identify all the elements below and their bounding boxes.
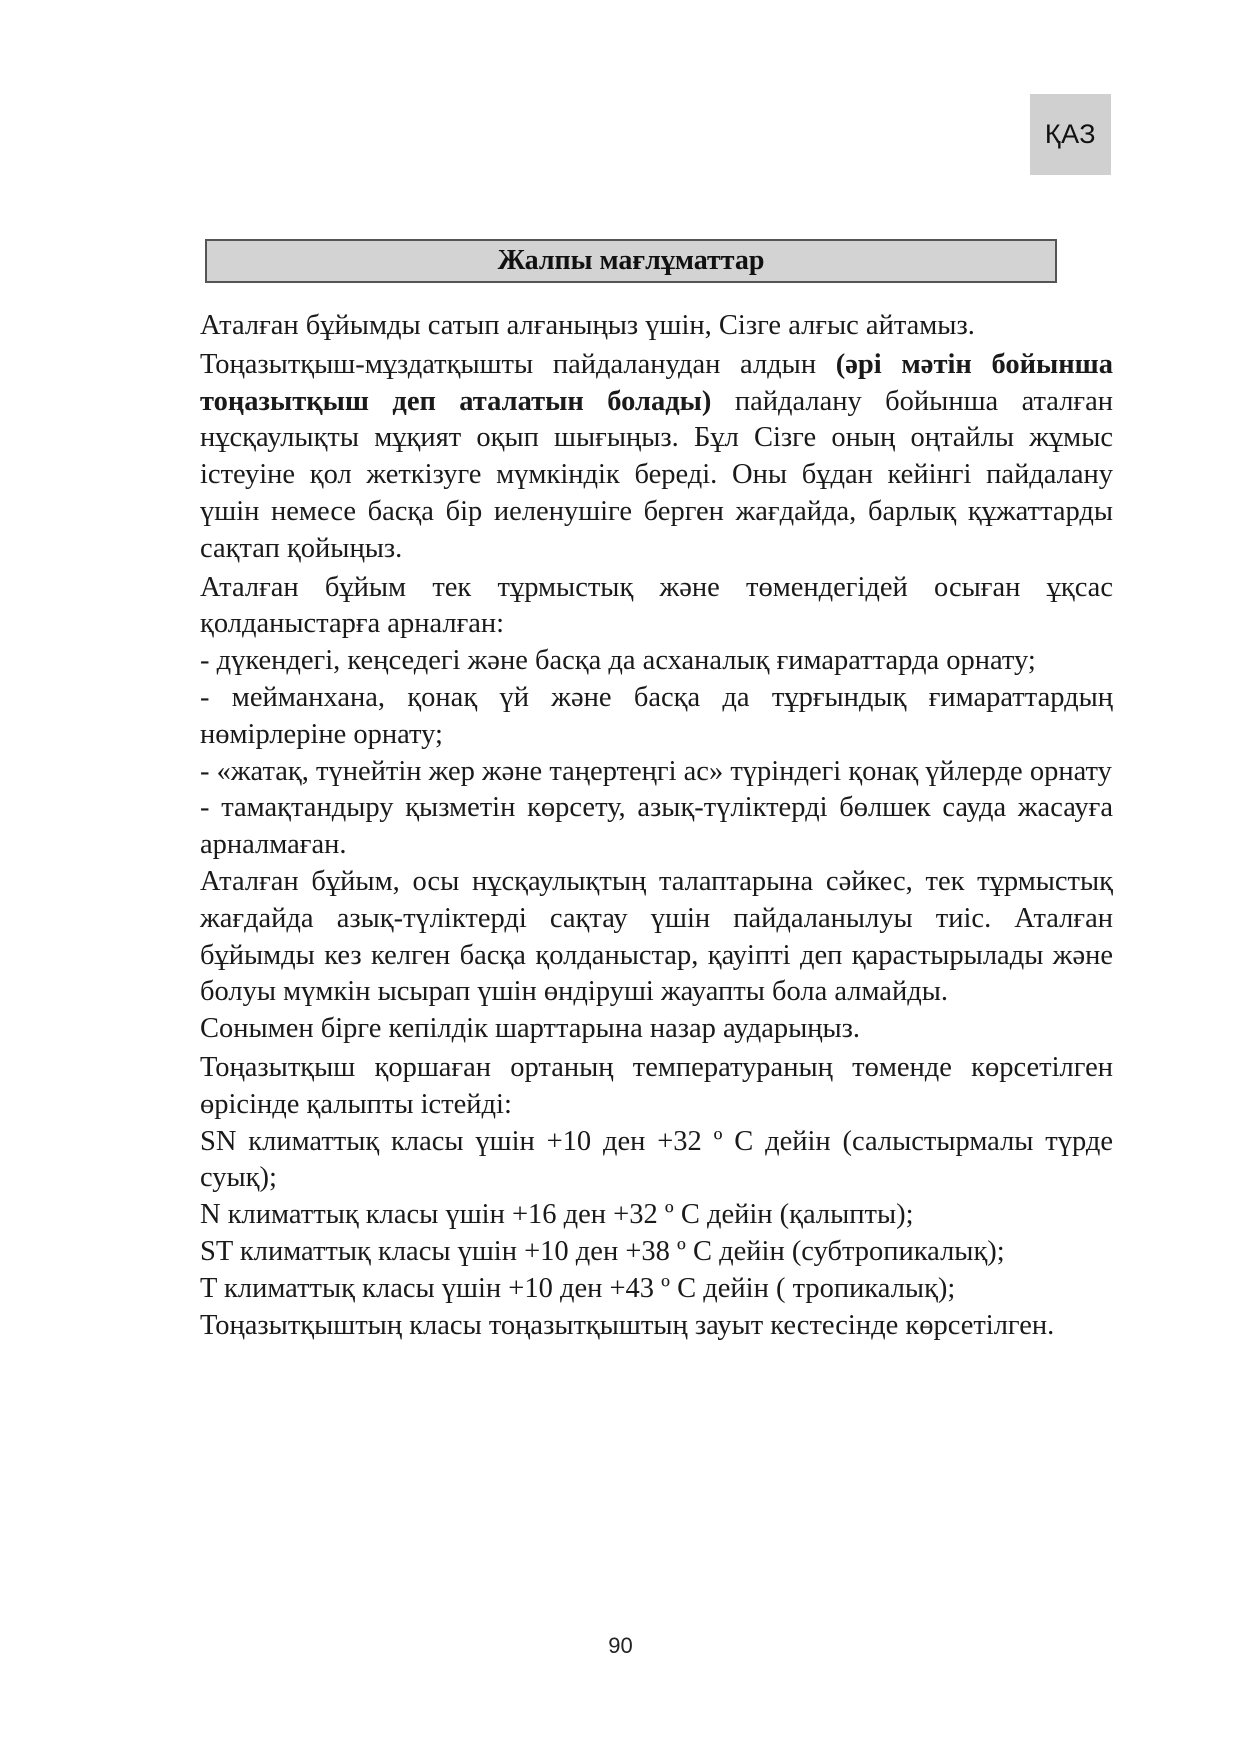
climate-class-st: ST климаттық класы үшін +10 ден +38 º C дейін (субтропикалық); bbox=[200, 1235, 1005, 1267]
paragraph-read-instructions bbox=[200, 347, 1113, 568]
list-item: - мейманхана, қонақ үй және басқа да тұрғындық ғимараттардың нөмірлеріне орнату; bbox=[200, 681, 1113, 750]
list-item: - «жатақ, түнейтін жер және таңертеңгі ас» түріндегі қонақ үйлерде орнату bbox=[200, 755, 1112, 787]
section-title: Жалпы мағлұматтар bbox=[205, 239, 1057, 283]
paragraph-text: пайдалану бойынша аталған нұсқаулықты мұқият оқып шығыңыз. Бұл Сізге оның оңтайлы жұмыс істеуіне қол жеткізуге мүмкіндік береді. Оны бұдан кейінгі пайдалану үшін немесе басқа бір иеленушіге берген жағдайда, барлық құжаттарды сақтап қойыңыз. bbox=[200, 385, 1114, 564]
paragraph-warranty: Сонымен бірге кепілдік шарттарына назар аударыңыз. bbox=[200, 1013, 861, 1045]
list-item: - тамақтандыру қызметін көрсету, азық-түліктерді бөлшек сауда жасауға арналмаған. bbox=[200, 792, 1113, 861]
document-body bbox=[200, 308, 1113, 1344]
climate-class-sn: SN климаттық класы үшін +10 ден +32 º C дейін (салыстырмалы түрде суық); bbox=[200, 1125, 1113, 1194]
paragraph-thanks: Аталған бұйымды сатып алғаныңыз үшін, Сізге алғыс айтамыз. bbox=[200, 310, 975, 341]
page-number: 90 bbox=[608, 1633, 633, 1658]
paragraph-text: Тоңазытқыш-мұздатқышты пайдаланудан алдын bbox=[200, 348, 836, 380]
climate-class-t: T климаттық класы үшін +10 ден +43 º C дейін ( тропикалық); bbox=[200, 1272, 956, 1304]
bold-note: (әрі мәтін бойынша тоңазытқыш деп аталатын болады) bbox=[200, 348, 1113, 417]
paragraph-class-label: Тоңазытқыштың класы тоңазытқыштың зауыт кестесінде көрсетілген. bbox=[200, 1309, 1055, 1341]
climate-class-n: N климаттық класы үшін +16 ден +32 º C дейін (қалыпты); bbox=[200, 1199, 914, 1231]
language-tab: ҚАЗ bbox=[1030, 94, 1111, 175]
paragraph-usage-warning: Аталған бұйым, осы нұсқаулықтың талаптарына сәйкес, тек тұрмыстық жағдайда азық-түліктерді сақтау үшін пайдаланылуы тиіс. Аталған бұйымды кез келген басқа қолданыстар, қауіпті деп қарастырылады және болуы мүмкін ысырап үшін өндіруші жауапты бола алмайды. bbox=[200, 865, 1113, 1008]
paragraph-temperature: Тоңазытқыш қоршаған ортаның температураның төменде көрсетілген өрісінде қалыпты істейді: bbox=[200, 1051, 1113, 1120]
paragraph-intended-use: Аталған бұйым тек тұрмыстық және төмендегідей осыған ұқсас қолданыстарға арналған: bbox=[200, 571, 1113, 640]
list-item: - дүкендегі, кеңседегі және басқа да асханалық ғимараттарда орнату; bbox=[200, 645, 1036, 677]
